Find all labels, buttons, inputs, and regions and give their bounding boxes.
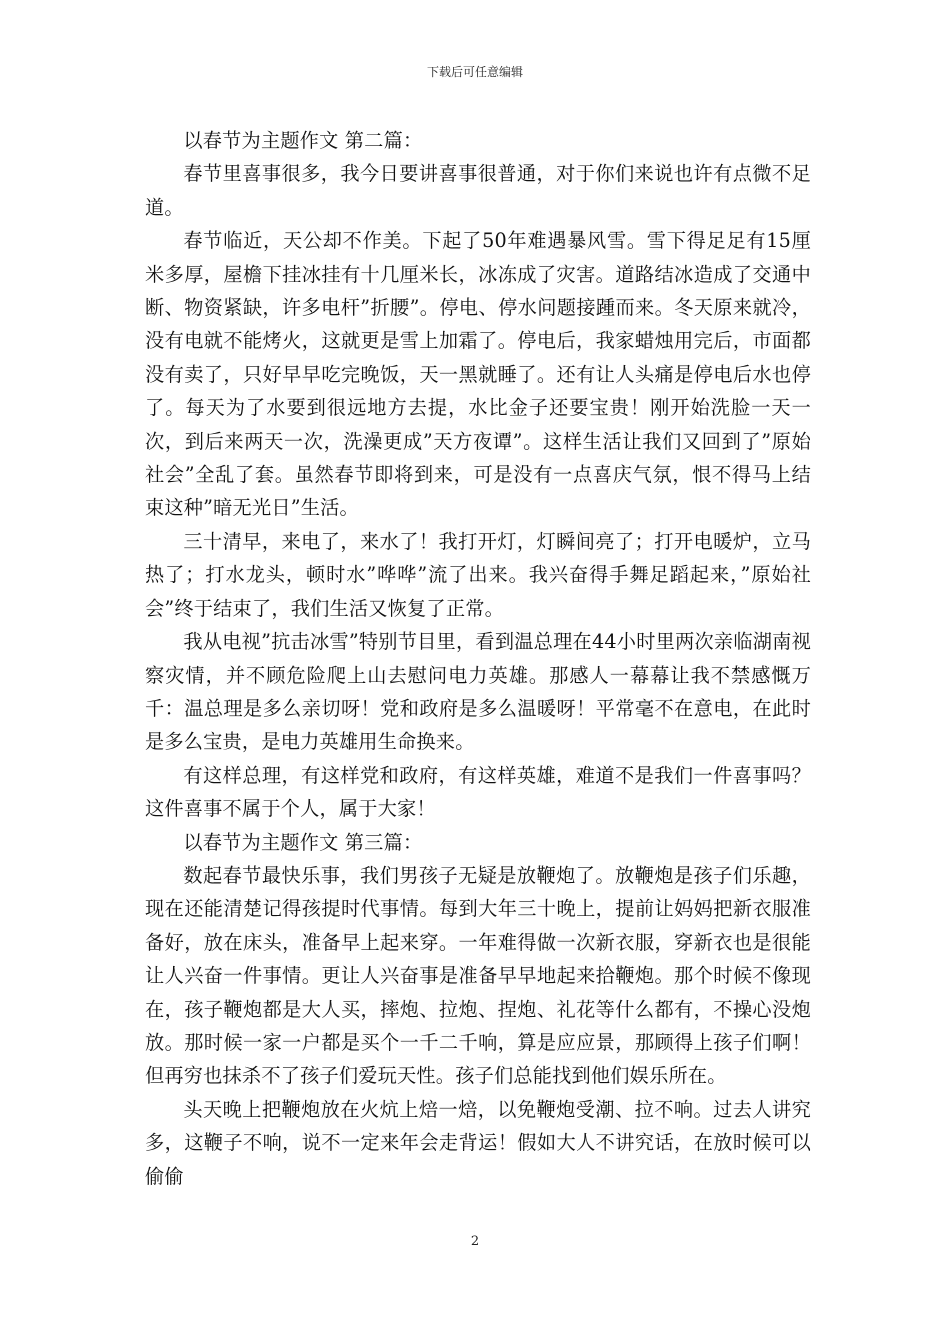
paragraph: 春节临近，天公却不作美。下起了50年难遇暴风雪。雪下得足足有15厘米多厚，屋檐下挂冰挂有十几厘米长，冰冻成了灾害。道路结冰造成了交通中断、物资紧缺，许多电杆”折腰”。停电、停水问题接踵而来。冬天原来就冷，没有电就不能烤火，这就更是雪上加霜了。停电后，我家蜡烛用完后，市面都没有卖了，只好早早吃完晚饭，天一黑就睡了。还有让人头痛是停电后水也停了。每天为了水要到很远地方去提，水比金子还要宝贵！刚开始洗脸一天一次，到后来两天一次，洗澡更成”天方夜谭”。这样生活让我们又回到了”原始社会”全乱了套。虽然春节即将到来，可是没有一点喜庆气氛，恨不得马上结束这种”暗无光日”生活。 — [145, 229, 811, 520]
paragraph: 头天晚上把鞭炮放在火炕上焙一焙，以免鞭炮受潮、拉不响。过去人讲究多，这鞭子不响，说不一定来年会走背运！假如大人不讲究话，在放时候可以偷偷 — [145, 1097, 811, 1188]
paragraph: 数起春节最快乐事，我们男孩子无疑是放鞭炮了。放鞭炮是孩子们乐趣，现在还能清楚记得孩提时代事情。每到大年三十晚上，提前让妈妈把新衣服准备好，放在床头，准备早上起来穿。一年难得做一次新衣服，穿新衣也是很能让人兴奋一件事情。更让人兴奋事是准备早早地起来拾鞭炮。那个时候不像现在，孩子鞭炮都是大人买，摔炮、拉炮、捏炮、礼花等什么都有，不操心没炮放。那时候一家一户都是买个一千二千响，算是应应景，那顾得上孩子们啊！但再穷也抹杀不了孩子们爱玩天性。孩子们总能找到他们娱乐所在。 — [145, 863, 811, 1088]
paragraph: 我从电视”抗击冰雪”特别节目里，看到温总理在44小时里两次亲临湖南视察灾情，并不顾危险爬上山去慰问电力英雄。那感人一幕幕让我不禁感慨万千：温总理是多么亲切呀！党和政府是多么温暖呀！平常毫不在意电，在此时是多么宝贵，是电力英雄用生命换来。 — [145, 630, 811, 754]
essay-heading-part-2: 以春节为主题作文 第二篇： — [183, 129, 423, 152]
essay-heading-part-3: 以春节为主题作文 第三篇： — [183, 830, 423, 854]
page-number: 2 — [470, 1234, 480, 1249]
page-header-note: 下载后可任意编辑 — [426, 65, 523, 79]
paragraph: 春节里喜事很多，我今日要讲喜事很普通，对于你们来说也许有点微不足道。 — [145, 162, 811, 219]
document-body — [145, 124, 811, 1193]
paragraph: 三十清早，来电了，来水了！我打开灯，灯瞬间亮了；打开电暖炉，立马热了；打水龙头，顿时水”哗哗”流了出来。我兴奋得手舞足蹈起来，”原始社会”终于结束了，我们生活又恢复了正常。 — [145, 529, 811, 620]
paragraph: 有这样总理，有这样党和政府，有这样英雄，难道不是我们一件喜事吗？这件喜事不属于个人，属于大家！ — [145, 763, 811, 821]
